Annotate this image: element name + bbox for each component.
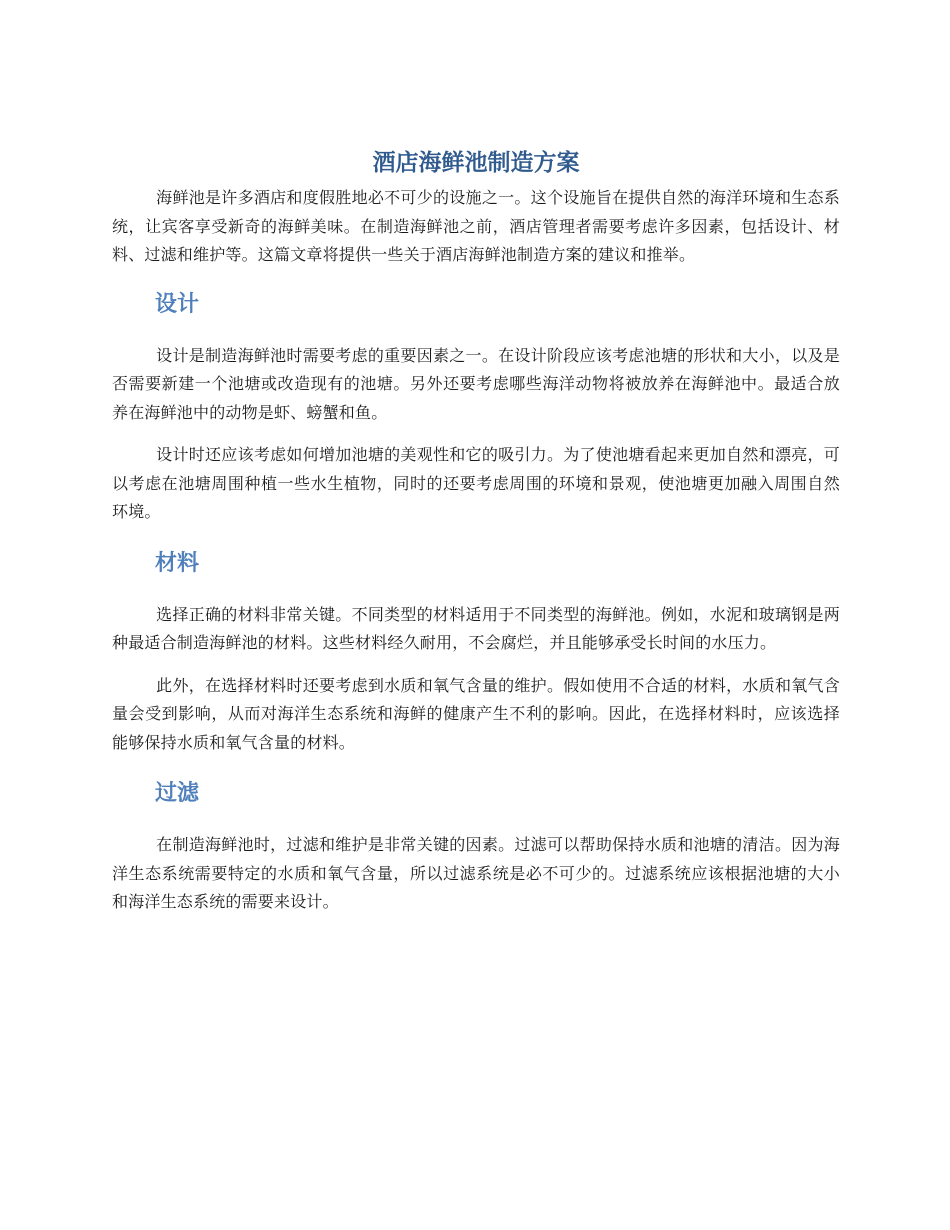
filtration-paragraph-1: 在制造海鲜池时，过滤和维护是非常关键的因素。过滤可以帮助保持水质和池塘的清洁。因为海洋生态系统需要特定的水质和氧气含量，所以过滤系统是必不可少的。过滤系统应该根据池塘的大小和海洋生态系统的需要来设计。 bbox=[112, 835, 840, 911]
section-heading-filtration: 过滤 bbox=[155, 781, 200, 806]
section-heading-design: 设计 bbox=[155, 291, 200, 317]
document-title: 酒店海鲜池制造方案 bbox=[372, 150, 580, 176]
document-page bbox=[112, 146, 840, 917]
section-heading-materials: 材料 bbox=[155, 550, 200, 576]
design-paragraph-2: 设计时还应该考虑如何增加池塘的美观性和它的吸引力。为了使池塘看起来更加自然和漂亮，可以考虑在池塘周围种植一些水生植物，同时的还要考虑周围的环境和景观，使池塘更加融入周围自然环境。 bbox=[112, 445, 840, 521]
materials-paragraph-1: 选择正确的材料非常关键。不同类型的材料适用于不同类型的海鲜池。例如，水泥和玻璃钢是两种最适合制造海鲜池的材料。这些材料经久耐用，不会腐烂，并且能够承受长时间的水压力。 bbox=[112, 604, 840, 652]
materials-paragraph-2: 此外，在选择材料时还要考虑到水质和氧气含量的维护。假如使用不合适的材料，水质和氧气含量会受到影响，从而对海洋生态系统和海鲜的健康产生不利的影响。因此，在选择材料时，应该选择能够保持水质和氧气含量的材料。 bbox=[112, 675, 840, 752]
design-paragraph-1: 设计是制造海鲜池时需要考虑的重要因素之一。在设计阶段应该考虑池塘的形状和大小，以及是否需要新建一个池塘或改造现有的池塘。另外还要考虑哪些海洋动物将被放养在海鲜池中。最适合放养在海鲜池中的动物是虾、螃蟹和鱼。 bbox=[112, 345, 840, 422]
intro-paragraph: 海鲜池是许多酒店和度假胜地必不可少的设施之一。这个设施旨在提供自然的海洋环境和生态系统，让宾客享受新奇的海鲜美味。在制造海鲜池之前，酒店管理者需要考虑许多因素，包括设计、材料、过滤和维护等。这篇文章将提供一些关于酒店海鲜池制造方案的建议和推举。 bbox=[112, 188, 840, 264]
